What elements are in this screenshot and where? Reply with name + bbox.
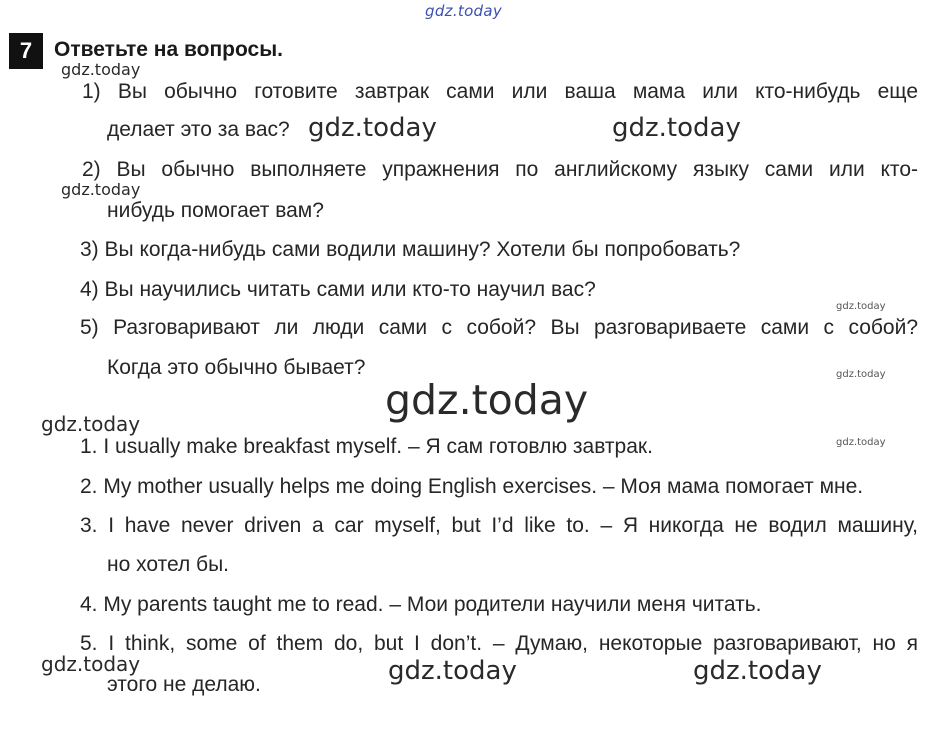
question-2-line-1: 2) Вы обычно выполняете упражнения по английскому языку сами или кто- bbox=[82, 158, 918, 181]
watermark: gdz.today bbox=[388, 656, 517, 686]
answer-2: 2. My mother usually helps me doing English exercises. – Моя мама помогает мне. bbox=[80, 475, 864, 498]
answer-1: 1. I usually make breakfast myself. – Я сам готовлю завтрак. bbox=[80, 435, 653, 458]
watermark-top: gdz.today bbox=[425, 2, 503, 20]
question-1-line-1: 1) Вы обычно готовите завтрак сами или ваша мама или кто-нибудь еще bbox=[82, 80, 918, 103]
watermark: gdz.today bbox=[61, 180, 141, 199]
watermark: gdz.today bbox=[836, 301, 886, 312]
watermark: gdz.today bbox=[836, 437, 886, 448]
watermark: gdz.today bbox=[308, 113, 437, 143]
answer-5-line-2: этого не делаю. bbox=[107, 673, 261, 696]
watermark: gdz.today bbox=[836, 369, 886, 380]
watermark: gdz.today bbox=[693, 656, 822, 686]
question-1-line-2: делает это за вас? bbox=[107, 118, 290, 141]
answer-5-line-1: 5. I think, some of them do, but I don’t. – Думаю, некоторые разговаривают, но я bbox=[80, 632, 918, 655]
question-5-line-2: Когда это обычно бывает? bbox=[107, 356, 366, 379]
exercise-number-badge: 7 bbox=[9, 33, 43, 69]
question-2-line-2: нибудь помогает вам? bbox=[107, 199, 324, 222]
answer-3-line-2: но хотел бы. bbox=[107, 553, 230, 576]
question-5-line-1: 5) Разговаривают ли люди сами с собой? Вы разговариваете сами с собой? bbox=[80, 316, 918, 339]
watermark: gdz.today bbox=[385, 376, 589, 424]
answer-4: 4. My parents taught me to read. – Мои родители научили меня читать. bbox=[80, 593, 762, 616]
question-4: 4) Вы научились читать сами или кто-то научил вас? bbox=[80, 278, 596, 301]
watermark: gdz.today bbox=[61, 60, 141, 79]
watermark: gdz.today bbox=[41, 652, 141, 676]
exercise-title: Ответьте на вопросы. bbox=[54, 38, 283, 61]
question-3: 3) Вы когда-нибудь сами водили машину? Хотели бы попробовать? bbox=[80, 238, 741, 261]
watermark: gdz.today bbox=[41, 412, 141, 436]
watermark: gdz.today bbox=[612, 113, 741, 143]
answer-3-line-1: 3. I have never driven a car myself, but I’d like to. – Я никогда не водил машину, bbox=[80, 514, 918, 537]
